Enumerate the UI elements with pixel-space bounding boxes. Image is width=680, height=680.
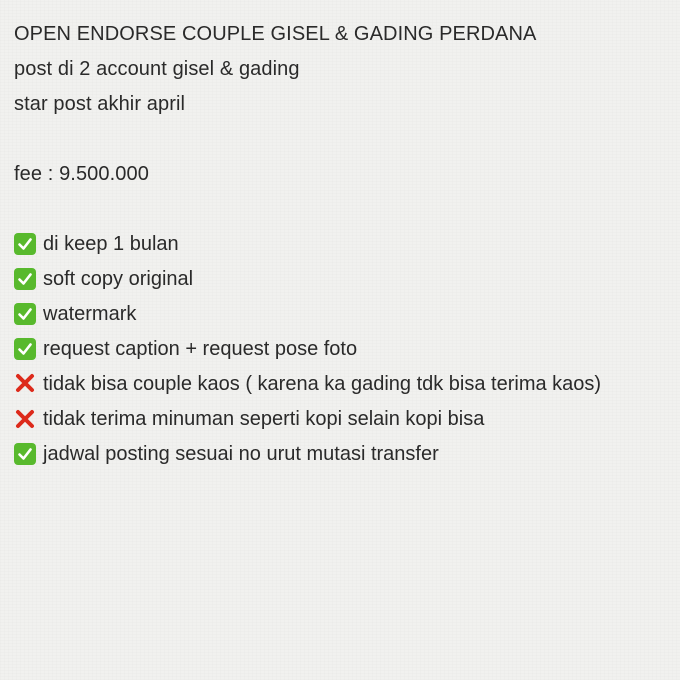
note-title: OPEN ENDORSE COUPLE GISEL & GADING PERDANA — [14, 23, 537, 45]
list-item-text: tidak terima minuman seperti kopi selain kopi bisa — [43, 408, 485, 430]
cross-mark-icon — [14, 408, 36, 430]
list-item — [14, 437, 670, 472]
list-item — [14, 332, 670, 367]
check-mark-icon — [14, 338, 36, 360]
note-line-start: star post akhir april — [14, 93, 186, 115]
check-mark-icon — [14, 443, 36, 465]
blank-line — [14, 192, 670, 227]
list-item-text: di keep 1 bulan — [43, 233, 179, 255]
list-item-text: request caption + request pose foto — [43, 338, 358, 360]
list-item — [14, 227, 670, 262]
list-item — [14, 402, 670, 437]
cross-mark-icon — [14, 372, 36, 394]
list-item-text: tidak bisa couple kaos ( karena ka gading tdk bisa terima kaos) — [43, 373, 602, 395]
check-mark-icon — [14, 303, 36, 325]
note-fee: fee : 9.500.000 — [14, 163, 149, 185]
list-item-text: jadwal posting sesuai no urut mutasi transfer — [43, 443, 439, 465]
list-item — [14, 367, 614, 402]
list-item — [14, 262, 670, 297]
list-item-text: soft copy original — [43, 268, 194, 290]
note-line-accounts: post di 2 account gisel & gading — [14, 58, 300, 80]
list-item-text: watermark — [43, 303, 137, 325]
check-mark-icon — [14, 268, 36, 290]
blank-line — [14, 122, 670, 157]
check-mark-icon — [14, 233, 36, 255]
list-item — [14, 297, 670, 332]
